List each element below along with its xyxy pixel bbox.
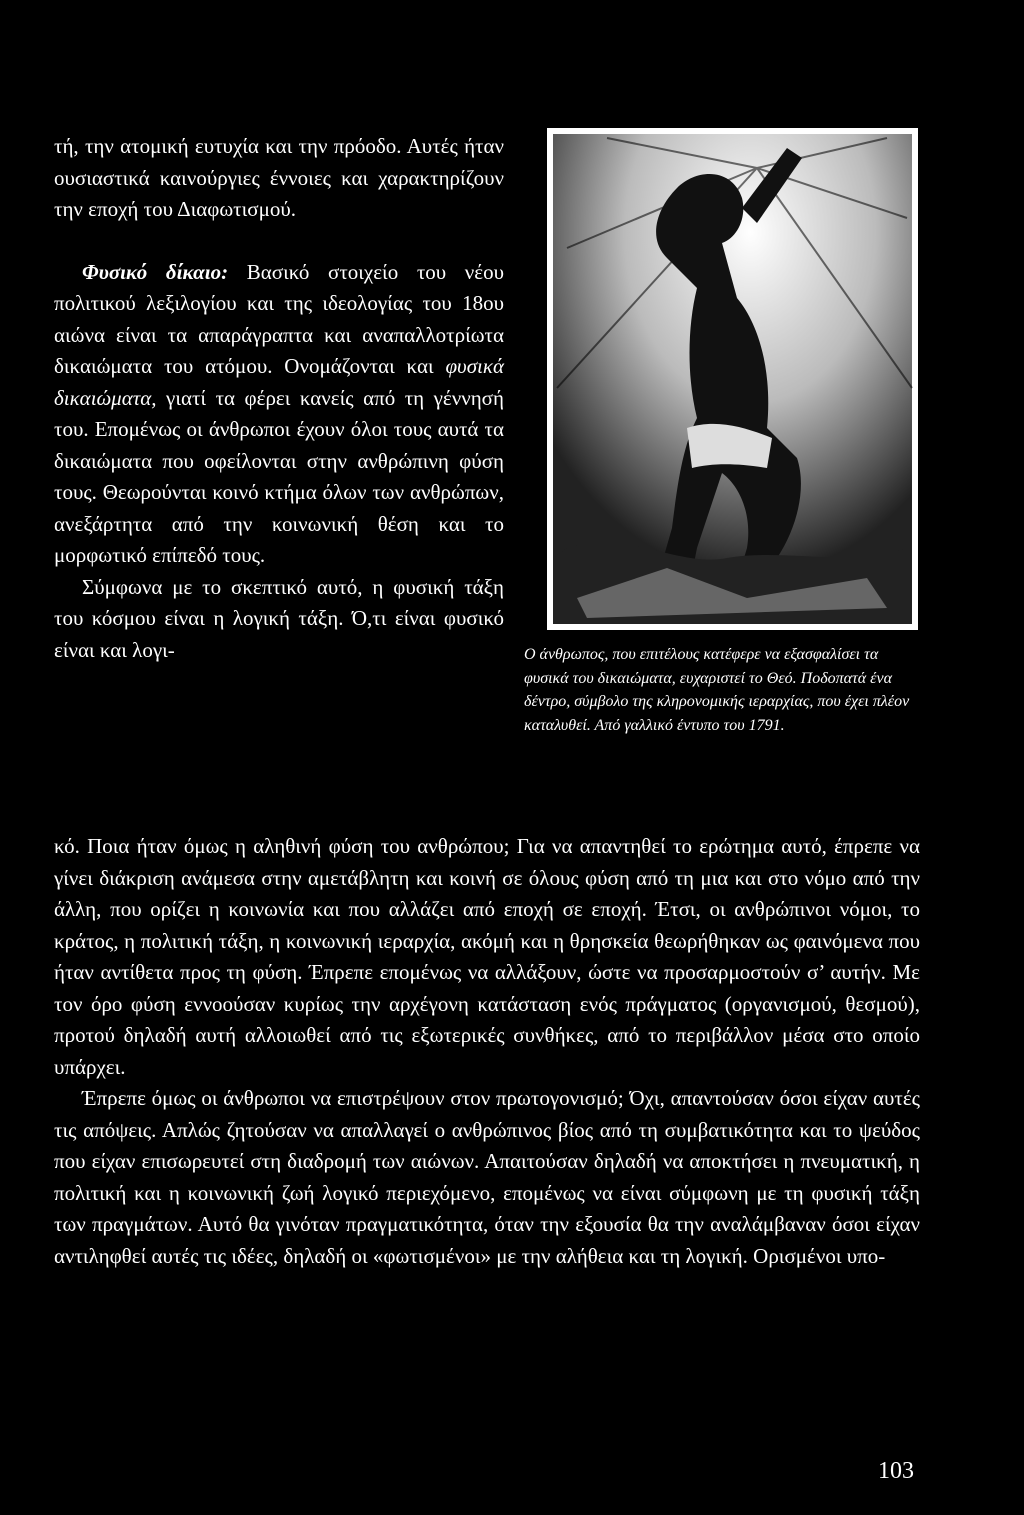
page-number: 103 xyxy=(878,1458,914,1484)
text-run: γιατί τα φέρει κανείς από τη γέννησή του. Επομένως οι άνθρωποι έχουν όλοι τους αυτά τα δικαιώματα που οφείλονται στην ανθρώπινη φύση τους. Θεωρούνται κοινό κτήμα όλων των ανθρώπων, ανεξάρτητα από την κοινωνική θέση και το μορφωτικό επίπεδό τους. xyxy=(54,385,504,567)
caption-text: Ο άνθρωπος, που επιτέλους κατέφερε να εξασφαλίσει τα φυσικά του δικαιώματα, ευχαριστεί το Θεό. Ποδοπατά ένα δέντρο, σύμβολο της κληρονομικής ιεραρχίας, που έχει πλέον καταλυθεί. Από γαλλικό έντυπο του 1791. xyxy=(524,646,910,734)
engraving-image xyxy=(547,128,918,630)
figure-caption xyxy=(524,643,924,737)
paragraph-primitivism: Έπρεπε όμως οι άνθρωποι να επιστρέψουν στον πρωτογονισμό; Όχι, απαντούσαν όσοι είχαν αυτές τις απόψεις. Απλώς ζητούσαν να απαλλαγεί ο ανθρώπινος βίος από τη συμβατικότητα και το ψεύδος που είχαν επισωρευτεί στη διαδρομή των αιώνων. Απαιτούσαν δηλαδή να αποκτήσει η πνευματική, η πολιτική και η κοινωνική ζωή λογικό περιεχόμενο, επομένως να είναι σύμφωνη με τη φυσική τάξη των πραγμάτων. Αυτό θα γινόταν πραγματικότητα, όταν την εξουσία θα την αναλάμβαναν όσοι είχαν αντιληφθεί αυτές τις ιδέες, δηλαδή οι «φωτισμένοι» με την αλήθεια και τη λογική. Ορισμένοι υπο- xyxy=(54,1086,920,1268)
paragraph-natural-law xyxy=(54,257,504,572)
engraving-illustration xyxy=(547,128,918,630)
text-run: Βασικό στοιχείο του νέου πολιτικού λεξιλογίου και της ιδεολογίας του 18ου αιώνα είναι τα απαράγραπτα και αναπαλλοτρίωτα δικαιώματα του ατόμου. Ονομάζονται και xyxy=(54,259,504,378)
paragraph-natural-order-end: κό. Ποια ήταν όμως η αληθινή φύση του ανθρώπου; Για να απαντηθεί το ερώτημα αυτό, έπρεπε να γίνει διάκριση ανάμεσα στην αμετάβλητη και κοινή σε όλους φύση από τη μια και στο νόμο από την άλλη, που ορίζει η κοινωνία και που αλλάζει από εποχή σε εποχή. Έτσι, οι ανθρώπινοι νόμοι, το κράτος, η πολιτική τάξη, η κοινωνική ιεραρχία, ακόμή και η θρησκεία θεωρήθηκαν ως φαινόμενα που ήταν αντίθετα προς τη φύση. Έπρεπε επομένως να αλλάξουν, ώστε να προσαρμοστούν σ’ αυτήν. Με τον όρο φύση εννοούσαν κυρίως την αρχέγονη κατάσταση ενός πράγματος (οργανισμού, θεσμού), προτού δηλαδή αυτή αλλοιωθεί από τις εξωτερικές συνθήκες, από το περιβάλλον μέσα στο οποίο υπάρχει. xyxy=(54,834,920,1079)
term-natural-law: Φυσικό δίκαιο: xyxy=(82,259,229,284)
full-width-text xyxy=(54,831,920,1272)
emphasis-natural-rights: φυσικά δικαιώματα, xyxy=(54,354,504,410)
left-column-text xyxy=(54,131,504,666)
paragraph-intro: τή, την ατομική ευτυχία και την πρόοδο. Αυτές ήταν ουσιαστικά καινούργιες έννοιες και χαρακτηρίζουν την εποχή του Διαφωτισμού. xyxy=(54,134,504,221)
paragraph-natural-order-start: Σύμφωνα με το σκεπτικό αυτό, η φυσική τάξη του κόσμου είναι η λογική τάξη. Ό,τι είναι φυσικό είναι και λογι- xyxy=(54,574,504,662)
